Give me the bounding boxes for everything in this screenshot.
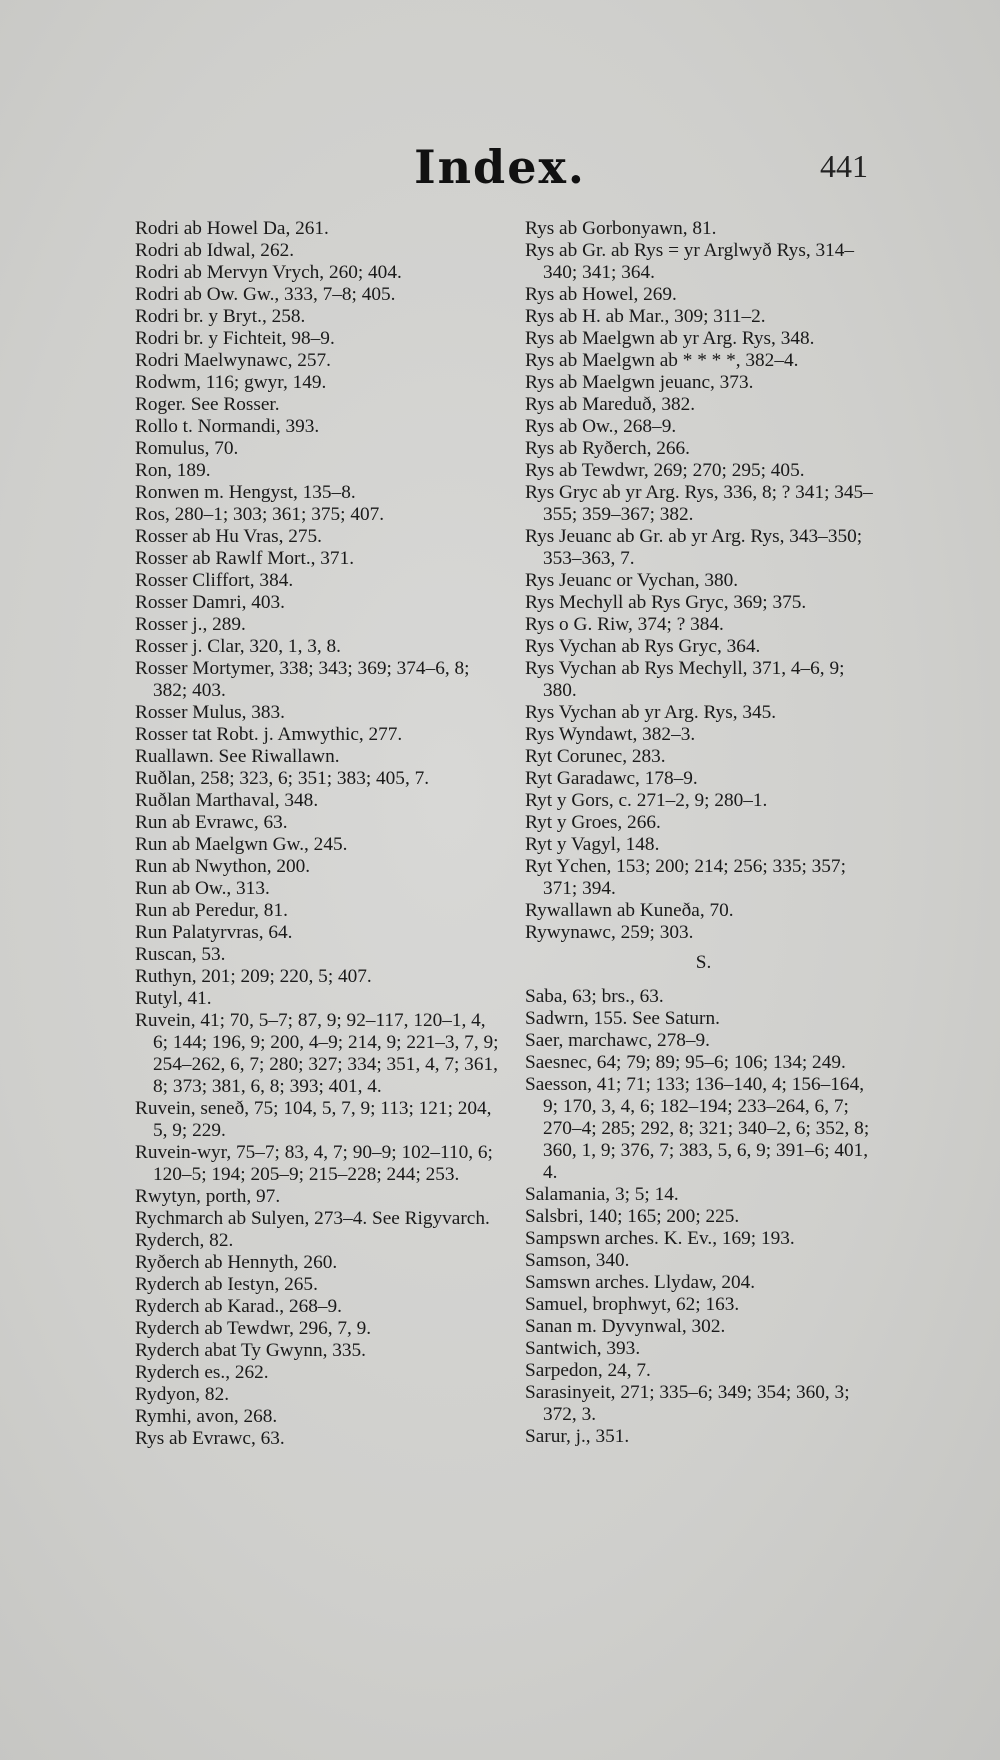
index-entry: Saesnec, 64; 79; 89; 95–6; 106; 134; 249. (525, 1052, 846, 1073)
index-entry: Rodri br. y Fichteit, 98–9. (135, 328, 335, 349)
index-entry: Ronwen m. Hengyst, 135–8. (135, 482, 356, 503)
index-entry: Rymhi, avon, 268. (135, 1406, 278, 1427)
index-entry: Rosser Damri, 403. (135, 592, 285, 613)
index-entry: Run ab Maelgwn Gw., 245. (135, 834, 348, 855)
index-entry: Rutyl, 41. (135, 988, 212, 1009)
index-entry: Ryt y Groes, 266. (525, 812, 661, 833)
index-entry: Rosser j., 289. (135, 614, 246, 635)
index-entry: Salsbri, 140; 165; 200; 225. (525, 1206, 740, 1227)
index-entry: Sampswn arches. K. Ev., 169; 193. (525, 1228, 795, 1249)
index-entry: Run ab Nwython, 200. (135, 856, 311, 877)
section-heading-s: S. (695, 952, 712, 973)
index-entry: Rys Gryc ab yr Arg. Rys, 336, 8; ? 341; 345–355; 359–367; 382. (525, 482, 873, 525)
index-entry: Ruthyn, 201; 209; 220, 5; 407. (135, 966, 372, 987)
index-entry: Ros, 280–1; 303; 361; 375; 407. (135, 504, 385, 525)
index-entry: Run ab Evrawc, 63. (135, 812, 288, 833)
page-title: Index. (414, 140, 586, 194)
index-entry: Sarpedon, 24, 7. (525, 1360, 651, 1381)
index-entry: Saesson, 41; 71; 133; 136–140, 4; 156–164, 9; 170, 3, 4, 6; 182–194; 233–264, 6, 7; 270–4; 285; 292, 8; 321; 340–2, 6; 352, 8; 360, 1, 9; 376, 7; 383, 5, 6, 9; 391–6; 401, 4. (525, 1074, 870, 1183)
index-entry: Samson, 340. (525, 1250, 630, 1271)
index-entry: Rys ab Maelgwn ab yr Arg. Rys, 348. (525, 328, 815, 349)
index-entry: Run ab Peredur, 81. (135, 900, 288, 921)
index-entry: Rodri Maelwynawc, 257. (135, 350, 331, 371)
index-entry: Rodri ab Idwal, 262. (135, 240, 295, 261)
index-entries-r (525, 218, 882, 944)
index-entry: Salamania, 3; 5; 14. (525, 1184, 679, 1205)
index-entries-s (525, 986, 882, 1448)
index-entry: Ryderch es., 262. (135, 1362, 269, 1383)
index-entry: Ruscan, 53. (135, 944, 226, 965)
index-entry: Rydyon, 82. (135, 1384, 230, 1405)
index-entry: Rollo t. Normandi, 393. (135, 416, 320, 437)
index-entry: Ryt Ychen, 153; 200; 214; 256; 335; 357; 371; 394. (525, 856, 846, 899)
index-entry: Ruðlan, 258; 323, 6; 351; 383; 405, 7. (135, 768, 430, 789)
index-entry: Rys ab Maelgwn jeuanc, 373. (525, 372, 754, 393)
index-entry: Sadwrn, 155. See Saturn. (525, 1008, 720, 1029)
index-entry: Ruvein, 41; 70, 5–7; 87, 9; 92–117, 120–1, 4, 6; 144; 196, 9; 200, 4–9; 214, 9; 221–3, 7, 9; 254–262, 6, 7; 280; 327; 334; 351, 4, 7; 361, 8; 373; 381, 6, 8; 393; 401, 4. (135, 1010, 499, 1097)
index-entry: Santwich, 393. (525, 1338, 641, 1359)
index-entry: Rys ab Ryðerch, 266. (525, 438, 691, 459)
index-entry: Rodri ab Mervyn Vrych, 260; 404. (135, 262, 402, 283)
index-entry: Sanan m. Dyvynwal, 302. (525, 1316, 726, 1337)
index-entry: Ryt y Vagyl, 148. (525, 834, 660, 855)
index-entry: Ryderch ab Tewdwr, 296, 7, 9. (135, 1318, 372, 1339)
index-entry: Rys ab H. ab Mar., 309; 311–2. (525, 306, 766, 327)
index-entry: Rys ab Howel, 269. (525, 284, 677, 305)
index-entry: Rychmarch ab Sulyen, 273–4. See Rigyvarch. (135, 1208, 490, 1229)
index-entry: Saba, 63; brs., 63. (525, 986, 664, 1007)
index-entry: Rodwm, 116; gwyr, 149. (135, 372, 327, 393)
index-entry: Rodri ab Howel Da, 261. (135, 218, 329, 239)
index-entry: Rodri br. y Bryt., 258. (135, 306, 306, 327)
index-entry: Run Palatyrvras, 64. (135, 922, 293, 943)
index-entry: Rwytyn, porth, 97. (135, 1186, 281, 1207)
index-entry: Rosser ab Rawlf Mort., 371. (135, 548, 355, 569)
index-entry: Rys ab Gr. ab Rys = yr Arglwyð Rys, 314–340; 341; 364. (525, 240, 855, 283)
index-entry: Rys Vychan ab Rys Mechyll, 371, 4–6, 9; 380. (525, 658, 845, 701)
index-entry: Rys Jeuanc or Vychan, 380. (525, 570, 739, 591)
index-column-left (135, 218, 505, 1450)
index-entry: Ryðerch ab Hennyth, 260. (135, 1252, 338, 1273)
index-entry: Rys ab Ow., 268–9. (525, 416, 677, 437)
index-entry: Rosser Cliffort, 384. (135, 570, 294, 591)
index-entry: Rosser j. Clar, 320, 1, 3, 8. (135, 636, 341, 657)
index-entry: Saer, marchawc, 278–9. (525, 1030, 711, 1051)
index-entry: Sarasinyeit, 271; 335–6; 349; 354; 360, 3; 372, 3. (525, 1382, 850, 1425)
index-entry: Ryderch ab Karad., 268–9. (135, 1296, 342, 1317)
index-entry: Ruvein, seneð, 75; 104, 5, 7, 9; 113; 121; 204, 5, 9; 229. (135, 1098, 492, 1141)
index-entry: Rosser Mulus, 383. (135, 702, 285, 723)
index-entry: Ryderch ab Iestyn, 265. (135, 1274, 318, 1295)
index-entry: Rys ab Tewdwr, 269; 270; 295; 405. (525, 460, 805, 481)
index-entry: Ruallawn. See Riwallawn. (135, 746, 340, 767)
index-entry: Rys Vychan ab yr Arg. Rys, 345. (525, 702, 777, 723)
index-entry: Rys Mechyll ab Rys Gryc, 369; 375. (525, 592, 807, 613)
index-entry: Rys ab Evrawc, 63. (135, 1428, 285, 1449)
index-entry: Rywallawn ab Kuneða, 70. (525, 900, 734, 921)
index-entry: Rodri ab Ow. Gw., 333, 7–8; 405. (135, 284, 396, 305)
index-entry: Sarur, j., 351. (525, 1426, 630, 1447)
index-entry: Rys Wyndawt, 382–3. (525, 724, 696, 745)
index-entry: Rys ab Maelgwn ab * * * *, 382–4. (525, 350, 799, 371)
index-entry: Rosser Mortymer, 338; 343; 369; 374–6, 8; 382; 403. (135, 658, 470, 701)
index-entry: Roger. See Rosser. (135, 394, 280, 415)
index-entry: Rys Jeuanc ab Gr. ab yr Arg. Rys, 343–350; 353–363, 7. (525, 526, 863, 569)
index-entry: Ron, 189. (135, 460, 211, 481)
index-entry: Ruvein-wyr, 75–7; 83, 4, 7; 90–9; 102–110, 6; 120–5; 194; 205–9; 215–228; 244; 253. (135, 1142, 493, 1185)
index-entry: Ryt Corunec, 283. (525, 746, 666, 767)
index-entry: Ryderch abat Ty Gwynn, 335. (135, 1340, 366, 1361)
page-number: 441 (820, 148, 868, 184)
index-entry: Run ab Ow., 313. (135, 878, 270, 899)
index-entry: Rosser tat Robt. j. Amwythic, 277. (135, 724, 403, 745)
index-column-right (525, 218, 882, 1448)
index-entry: Ryt y Gors, c. 271–2, 9; 280–1. (525, 790, 768, 811)
index-entry: Samswn arches. Llydaw, 204. (525, 1272, 756, 1293)
index-entry: Ryderch, 82. (135, 1230, 234, 1251)
index-entry: Rys ab Mareduð, 382. (525, 394, 696, 415)
index-entry: Rywynawc, 259; 303. (525, 922, 694, 943)
index-entry: Ryt Garadawc, 178–9. (525, 768, 698, 789)
index-entry: Samuel, brophwyt, 62; 163. (525, 1294, 740, 1315)
index-entry: Rys Vychan ab Rys Gryc, 364. (525, 636, 761, 657)
index-entry: Rys o G. Riw, 374; ? 384. (525, 614, 724, 635)
index-entry: Romulus, 70. (135, 438, 239, 459)
index-entry: Ruðlan Marthaval, 348. (135, 790, 319, 811)
index-entry: Rosser ab Hu Vras, 275. (135, 526, 322, 547)
index-entry: Rys ab Gorbonyawn, 81. (525, 218, 717, 239)
